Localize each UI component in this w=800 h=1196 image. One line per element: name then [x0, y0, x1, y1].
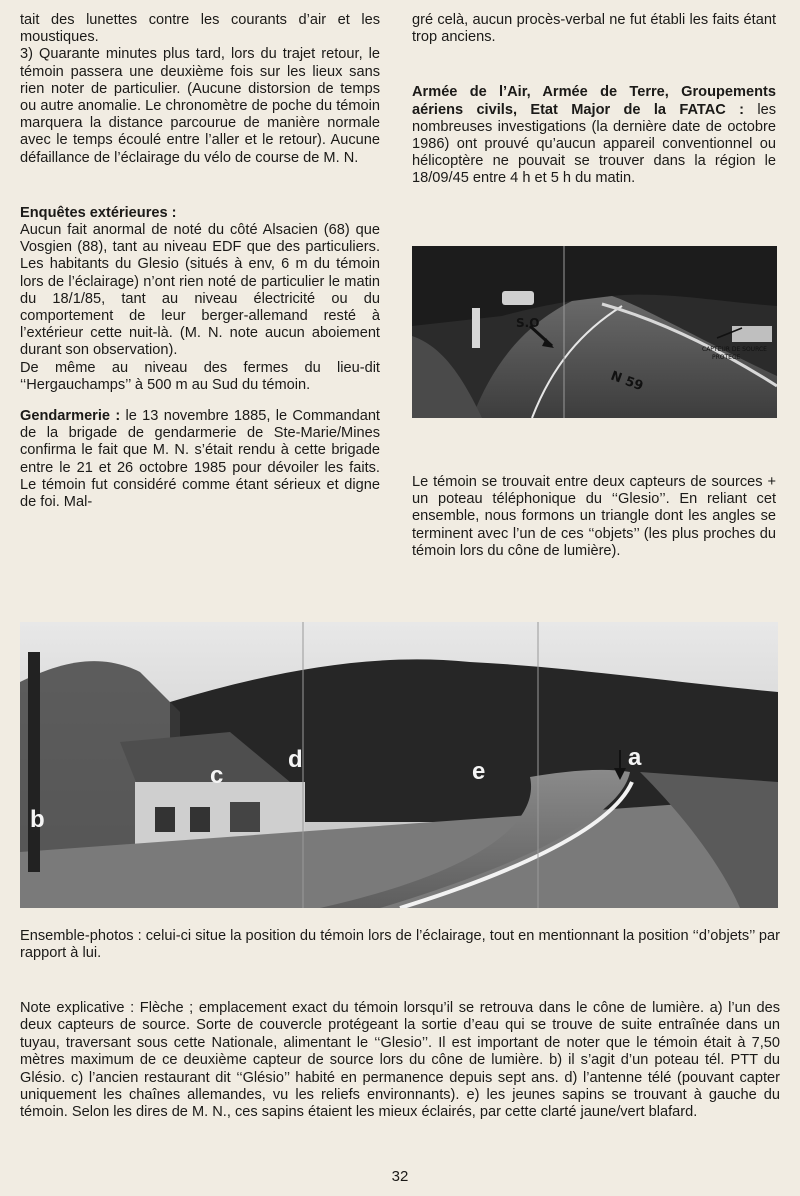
left-paragraph-1: tait des lunettes contre les courants d’air et les moustiques.	[20, 12, 380, 46]
enquetes-paragraph-2: De même au niveau des fermes du lieu-dit ‘‘Hergauchamps’’ à 500 m au Sud du témoin.	[20, 359, 380, 393]
panorama-image	[20, 622, 778, 908]
so-label: S.O	[516, 316, 540, 330]
capteur-label: CAPTEUR DE SOURCE	[702, 346, 767, 353]
left-paragraph-2: 3) Quarante minutes plus tard, lors du trajet retour, le témoin passera une deuxième fois sur les lieux sans rien noter de particulier. (Aucune distorsion de temps ou autre anomalie. Le chronomètre de poche du témoin marquera la distance parcourue de manière normale avec le temps écoulé entre l’aller et le retour). Aucune défaillance de l’éclairage du vélo de course de M. N.	[20, 46, 380, 166]
road-photo-caption-text: Le témoin se trouvait entre deux capteurs de sources + un poteau téléphonique du ‘‘Glesio’’. En reliant cet ensemble, nous formons un triangle dont les angles se terminent avec l’un de ces ‘‘objets’’ (les plus proches du témoin lors du cône de lumière).	[412, 474, 776, 559]
panorama-photo	[20, 622, 778, 908]
gendarmerie-text: le 13 novembre 1885, le Commandant de la brigade de gendarmerie de Ste-Marie/Mines confirma le fait que M. N. s’était rendu à cette brigade entre le 21 et 26 octobre 1985 pour dévoiler les faits. Le témoin fut considéré comme étant sérieux et digne de foi. Mal-	[20, 408, 380, 511]
capteur-label-2: PROTEGE	[712, 354, 741, 361]
enquetes-heading: Enquêtes extérieures :	[20, 204, 177, 221]
panorama-label-c: c	[210, 762, 224, 789]
road-photo-image	[412, 246, 777, 418]
road-photo	[412, 246, 777, 418]
page-number: 32	[391, 1168, 409, 1185]
explanatory-note: Note explicative : Flèche ; emplacement exact du témoin lorsqu’il se retrouva dans le cône de lumière. a) l’un des deux capteurs de source. Sorte de couvercle protégeant la sortie d’eau qui se trouve de suite entraînée dans un tuyau, traversant sous cette Nationale, alimentant le ‘‘Glesio’’. Il est important de noter que le témoin était à 7,50 mètres maximum de ce deuxième capteur de source lors du cône de lumière. b) il s’agit d’un poteau tél. PTT du Glésio. c) l’ancien restaurant dit ‘‘Glésio’’ habité en permanence depuis sept ans. d) l’antenne télé (pouvant capter uniquement les chaînes allemandes, vu les reliefs environnants). e) les jeunes sapins se trouvant à gauche du témoin. Selon les dires de M. N., ces sapins étaient les mieux éclairés, par cette clarté jaune/vert blafard.	[20, 1000, 780, 1121]
gendarmerie-paragraph	[20, 408, 380, 511]
left-column	[20, 12, 380, 511]
panorama-label-a: a	[628, 744, 642, 771]
armee-lead: Armée de l’Air, Armée de Terre, Groupements aériens civils, Etat Major de la FATAC :	[412, 84, 776, 118]
right-paragraph-1: gré celà, aucun procès-verbal ne fut établi les faits étant trop anciens.	[412, 12, 776, 46]
panorama-label-d: d	[288, 746, 303, 773]
panorama-label-e: e	[472, 758, 486, 785]
right-column	[412, 12, 776, 188]
road-n59-label: N 59	[608, 368, 646, 395]
armee-paragraph	[412, 84, 776, 187]
armee-text: les nombreuses investigations (la dernière date de octobre 1986) ont prouvé qu’aucun appareil conventionnel ou hélicoptère ne pouvait se trouver dans la région le 18/09/45 entre 4 h et 5 h du matin.	[412, 101, 776, 187]
panorama-caption: Ensemble-photos : celui-ci situe la position du témoin lors de l’éclairage, tout en mentionnant la position ‘‘d’objets’’ par rapport à lui.	[20, 928, 780, 962]
panorama-label-b: b	[30, 806, 45, 833]
road-photo-caption	[412, 474, 776, 560]
gendarmerie-lead: Gendarmerie :	[20, 408, 121, 425]
enquetes-paragraph-1: Aucun fait anormal de noté du côté Alsacien (68) que Vosgien (88), tant au niveau EDF que des particuliers. Les habitants du Glesio (situés à env, 6 m du témoin lors de l’éclairage) n’ont rien noté de particulier le matin du 18/1/85, tant au niveau électricité ou du comportement de leur berger-allemand resté à l’extérieur cette nuit-là. (M. N. note aucun aboiement durant son observation).	[20, 222, 380, 359]
